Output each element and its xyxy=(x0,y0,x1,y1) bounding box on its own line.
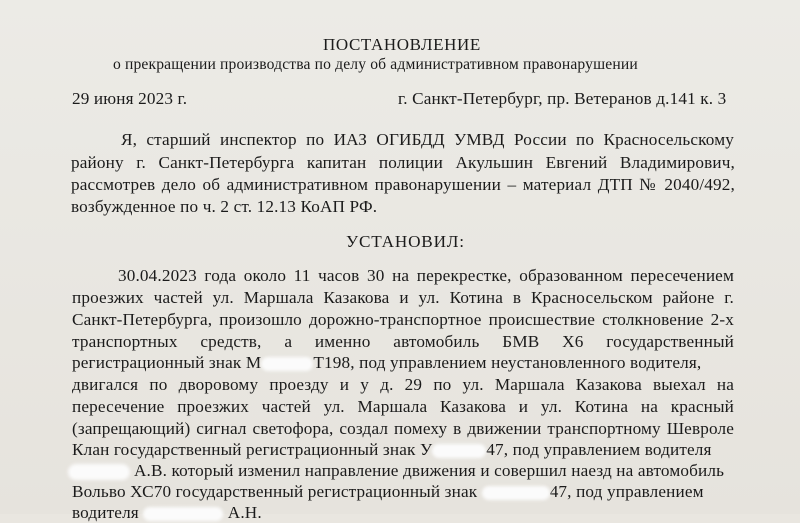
body-text: 47, под управлением водителя xyxy=(486,440,712,459)
body-line: проезжих частей ул. Маршала Казакова и ул. Котина в Красносельском районе г. xyxy=(72,288,734,307)
body-line: пересечение проезжих частей ул. Маршала Казакова и ул. Котина на красный xyxy=(72,397,734,416)
redaction-mark xyxy=(143,507,223,521)
body-line xyxy=(72,440,712,460)
body-text: Клан государственный регистрационный знак У xyxy=(72,440,433,459)
intro-line: рассмотрев дело об административном правонарушении – материал ДТП № 2040/492, xyxy=(71,175,735,194)
body-text: А.Н. xyxy=(227,503,262,522)
intro-line: возбужденное по ч. 2 ст. 12.13 КоАП РФ. xyxy=(71,197,378,216)
intro-line: району г. Санкт-Петербурга капитан полиции Акульшин Евгений Владимирович, xyxy=(71,153,735,172)
body-line: 30.04.2023 года около 11 часов 30 на перекрестке, образованном пересечением xyxy=(118,266,734,285)
body-line xyxy=(72,353,701,373)
body-line xyxy=(72,503,262,523)
document-subtitle: о прекращении производства по делу об административном правонарушении xyxy=(113,56,638,73)
body-line xyxy=(72,482,704,502)
body-line: Санкт-Петербурга, произошло дорожно-транспортное происшествие столкновение 2-х xyxy=(72,310,734,329)
intro-line: Я, старший инспектор по ИАЗ ОГИБДД УМВД России по Красносельскому xyxy=(121,130,734,149)
body-text: водителя xyxy=(72,503,139,522)
section-heading: УСТАНОВИЛ: xyxy=(346,232,465,251)
body-line: (запрещающий) сигнал светофора, создал помеху в движении транспортному Шевроле xyxy=(72,419,734,438)
body-line: двигался по дворовому проезду и у д. 29 по ул. Маршала Казакова выехал на xyxy=(72,375,734,394)
body-text: 47, под управлением xyxy=(549,482,704,501)
document-date: 29 июня 2023 г. xyxy=(72,89,188,108)
document-place: г. Санкт-Петербург, пр. Ветеранов д.141 к. 3 xyxy=(398,89,727,108)
body-text: регистрационный знак М xyxy=(72,353,262,372)
body-text: Т198, под управлением неустановленного водителя, xyxy=(313,353,702,372)
redaction-mark xyxy=(482,486,550,500)
body-line: А.В. который изменил направление движения и совершил наезд на автомобиль xyxy=(134,461,725,480)
document-title: ПОСТАНОВЛЕНИЕ xyxy=(323,35,481,54)
redaction-mark xyxy=(68,464,130,480)
redaction-mark xyxy=(261,357,313,371)
redaction-mark xyxy=(432,444,486,458)
body-line: транспортных средств, а именно автомобиль БМВ Х6 государственный xyxy=(72,332,734,351)
body-text: Вольво ХС70 государственный регистрационный знак xyxy=(72,482,478,501)
